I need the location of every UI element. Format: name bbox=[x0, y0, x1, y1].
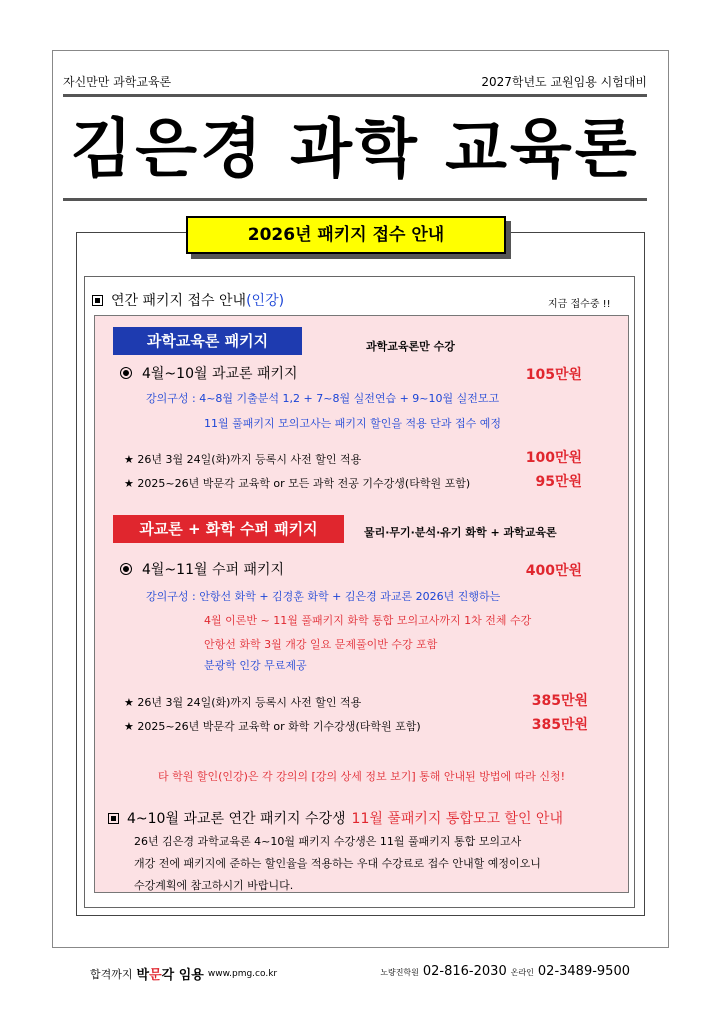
brand-logo: 박문각 임용 bbox=[136, 968, 204, 983]
package2-discount-price: 385만원 bbox=[531, 693, 588, 709]
divider-top bbox=[63, 94, 647, 97]
top-header bbox=[63, 73, 647, 90]
office-tel: 02-816-2030 bbox=[422, 964, 507, 979]
package2-desc-line: 강의구성 : 안항선 화학 + 김경훈 화학 + 김은경 과교론 2026년 진행하는 bbox=[146, 590, 501, 603]
footer-url[interactable]: www.pmg.co.kr bbox=[207, 968, 278, 979]
footer bbox=[90, 962, 630, 982]
title-banner: 2026년 패키지 접수 안내 bbox=[186, 216, 506, 254]
online-label: 온라인 bbox=[510, 968, 534, 977]
annual-heading bbox=[92, 290, 284, 310]
package2-tag: 과교론 + 화학 수퍼 패키지 bbox=[113, 515, 344, 543]
integrated-exam-line: 수강계획에 참고하시기 바랍니다. bbox=[134, 879, 294, 892]
footer-brand bbox=[90, 964, 277, 983]
header-right: 2027학년도 교원임용 시험대비 bbox=[481, 75, 647, 89]
integrated-exam-heading bbox=[108, 808, 563, 828]
package1-name: 4월~10월 과교론 패키지 bbox=[142, 366, 298, 382]
package2-desc-line: 분광학 인강 무료제공 bbox=[204, 659, 307, 672]
package2-title bbox=[120, 559, 284, 579]
office-label: 노량진학원 bbox=[380, 968, 419, 977]
package2-desc-line: 4월 이론반 ~ 11월 풀패키지 화학 통합 모의고사까지 1차 전체 수강 bbox=[204, 614, 532, 627]
package1-price: 105만원 bbox=[525, 367, 582, 383]
package2-discount-price: 385만원 bbox=[531, 717, 588, 733]
annual-label-paren: (인강) bbox=[246, 293, 285, 309]
radio-bullet-icon bbox=[120, 563, 132, 575]
discount-notice: 타 학원 할인(인강)은 각 강의의 [강의 상세 정보 보기] 통해 안내된 방법에 따라 신청! bbox=[157, 770, 566, 783]
integrated-exam-head-red: 11월 풀패키지 통합모고 할인 안내 bbox=[351, 811, 563, 827]
package1-discount-price: 95만원 bbox=[535, 474, 582, 490]
package2-discount: ★ 26년 3월 24일(화)까지 등록시 사전 할인 적용 bbox=[124, 696, 362, 709]
annual-label: 연간 패키지 접수 안내 bbox=[111, 293, 247, 309]
package2-name: 4월~11월 수퍼 패키지 bbox=[142, 562, 285, 578]
footer-prefix: 합격까지 bbox=[90, 967, 133, 981]
integrated-exam-line: 26년 김은경 과학교육론 4~10월 패키지 수강생은 11월 풀패키지 통합 모의고사 bbox=[134, 835, 522, 848]
radio-bullet-icon bbox=[120, 367, 132, 379]
package2-discount: ★ 2025~26년 박문각 교육학 or 화학 기수강생(타학원 포함) bbox=[124, 720, 421, 733]
integrated-exam-line: 개강 전에 패키지에 준하는 할인율을 적용하는 우대 수강료로 접수 안내할 예정이오니 bbox=[134, 857, 541, 870]
header-left: 자신만만 과학교육론 bbox=[63, 75, 172, 89]
package2-note: 물리·무기·분석·유기 화학 + 과학교육론 bbox=[364, 526, 557, 539]
package1-title bbox=[120, 363, 298, 383]
package1-desc-line: 11월 풀패키지 모의고사는 패키지 할인을 적용 단과 접수 예정 bbox=[204, 417, 501, 430]
page-title: 김은경 과학 교육론 bbox=[70, 113, 640, 187]
package1-tag: 과학교육론 패키지 bbox=[113, 327, 302, 355]
status-text: 지금 접수중 !! bbox=[548, 299, 611, 310]
package1-note: 과학교육론만 수강 bbox=[366, 340, 455, 353]
square-bullet-icon bbox=[92, 295, 103, 306]
square-bullet-icon bbox=[108, 813, 119, 824]
package1-desc-line: 강의구성 : 4~8월 기출분석 1,2 + 7~8월 실전연습 + 9~10월 실전모고 bbox=[146, 392, 500, 405]
package1-discount: ★ 26년 3월 24일(화)까지 등록시 사전 할인 적용 bbox=[124, 453, 362, 466]
package2-price: 400만원 bbox=[525, 563, 582, 579]
footer-contacts bbox=[376, 964, 630, 979]
package2-desc-line: 안항선 화학 3월 개강 일요 문제풀이반 수강 포함 bbox=[204, 638, 438, 651]
online-tel: 02-3489-9500 bbox=[537, 964, 630, 979]
integrated-exam-head: 4~10월 과교론 연간 패키지 수강생 bbox=[127, 811, 346, 827]
package1-discount-price: 100만원 bbox=[525, 450, 582, 466]
divider-bottom bbox=[63, 198, 647, 201]
package1-discount: ★ 2025~26년 박문각 교육학 or 모든 과학 전공 기수강생(타학원 포함) bbox=[124, 477, 471, 490]
